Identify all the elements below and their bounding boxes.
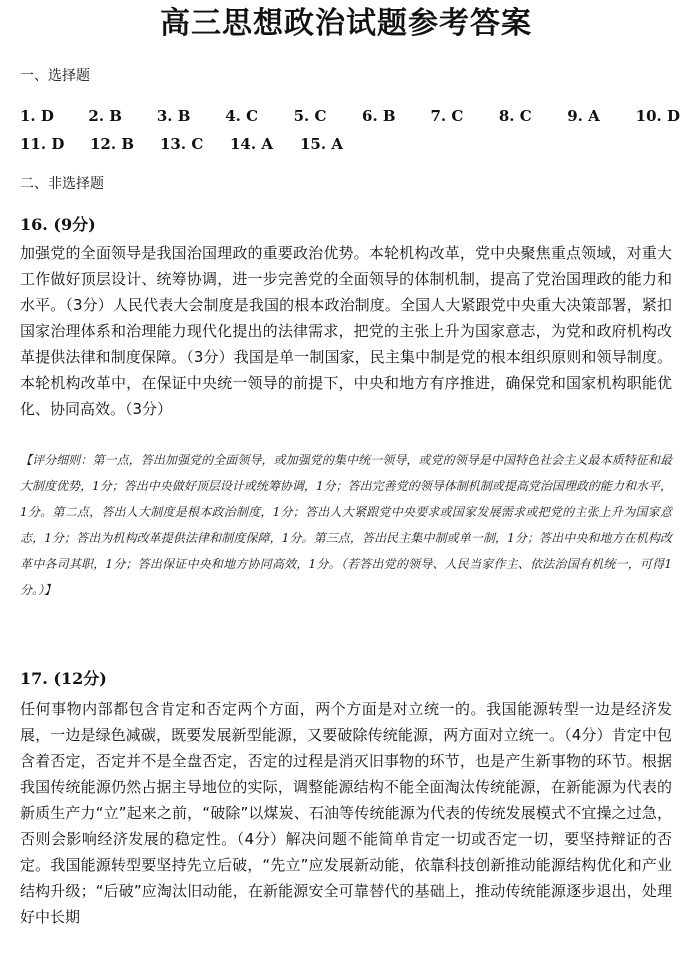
answer-item: 5. C bbox=[293, 107, 327, 125]
answer-item: 3. B bbox=[156, 107, 191, 125]
question-16-answer: 加强党的全面领导是我国治国理政的重要政治优势。本轮机构改革，党中央聚焦重点领域，对重大工作做好顶层设计、统筹协调，进一步完善党的全面领导的体制机制，提高了党治国理政的能力和水平。（3分）人民代表大会制度是我国的根本政治制度。全国人大紧跟党中央重大决策部署，紧扣国家治理体系和治理能力现代化提出的法律需求，把党的主张上升为国家意志，为党和政府机构改革提供法律和制度保障。（3分）我国是单一制国家，民主集中制是党的根本组织原则和领导制度。本轮机构改革中，在保证中央统一领导的前提下，中央和地方有序推进，确保党和国家机构职能优化、协同高效。（3分） bbox=[20, 244, 672, 418]
answer-item: 6. B bbox=[362, 107, 396, 125]
question-17-heading: 17. (12分) bbox=[20, 669, 107, 688]
answer-item: 8. C bbox=[498, 107, 532, 125]
question-16-scoring-notes: 【评分细则：第一点，答出加强党的全面领导，或加强党的集中统一领导，或党的领导是中国特色社会主义最本质特征和最大制度优势，1分；答出中央做好顶层设计或统筹协调，1分；答出完善党的领导体制机制或提高党治国理政的能力和水平，1分。第二点，答出人大制度是根本政治制度，1分；答出人大紧跟党中央要求或国家发展需求或把党的主张上升为国家意志，1分；答出为机构改革提供法律和制度保障，1分。第三点，答出民主集中制或单一制，1分；答出中央和地方在机构改革中各司其职，1分；答出保证中央和地方协同高效，1分。（若答出党的领导、人民当家作主、依法治国有机统一，可得1分。）】 bbox=[20, 453, 672, 597]
question-16-heading: 16. (9分) bbox=[20, 215, 96, 234]
section-heading-choice: 一、选择题 bbox=[20, 68, 90, 84]
section-heading-nonchoice: 二、非选择题 bbox=[20, 176, 104, 192]
answer-item: 4. C bbox=[225, 107, 259, 125]
answers-row-1 bbox=[20, 106, 680, 126]
answer-item: 1. D bbox=[20, 107, 54, 125]
answers-row-2 bbox=[20, 134, 680, 154]
answer-item: 12. B bbox=[90, 135, 134, 153]
answer-item: 2. B bbox=[88, 107, 122, 125]
answer-item: 10. D bbox=[635, 107, 680, 125]
page-title: 高三思想政治试题参考答案 bbox=[160, 6, 532, 41]
answer-item: 14. A bbox=[230, 135, 273, 153]
answer-item: 13. C bbox=[160, 135, 204, 153]
answer-item: 9. A bbox=[567, 107, 600, 125]
answer-item: 7. C bbox=[430, 107, 464, 125]
question-17-answer: 任何事物内部都包含肯定和否定两个方面，两个方面是对立统一的。我国能源转型一边是经济发展，一边是绿色减碳，既要发展新型能源，又要破除传统能源，两方面对立统一。（4分）肯定中包含着否定，否定并不是全盘否定，否定的过程是消灭旧事物的环节，也是产生新事物的环节。根据我国传统能源仍然占据主导地位的实际，调整能源结构不能全面淘汰传统能源，在新能源为代表的新质生产力“立”起来之前，“破除”以煤炭、石油等传统能源为代表的传统发展模式不宜操之过急，否则会影响经济发展的稳定性。（4分）解决问题不能简单肯定一切或否定一切，要坚持辩证的否定。我国能源转型要坚持先立后破，“先立”应发展新动能，依靠科技创新推动能源结构优化和产业结构升级；“后破”应淘汰旧动能，在新能源安全可靠替代的基础上，推动传统能源逐步退出，处理好中长期 bbox=[20, 700, 672, 926]
answer-item: 15. A bbox=[300, 135, 343, 153]
answer-item: 11. D bbox=[20, 135, 65, 153]
